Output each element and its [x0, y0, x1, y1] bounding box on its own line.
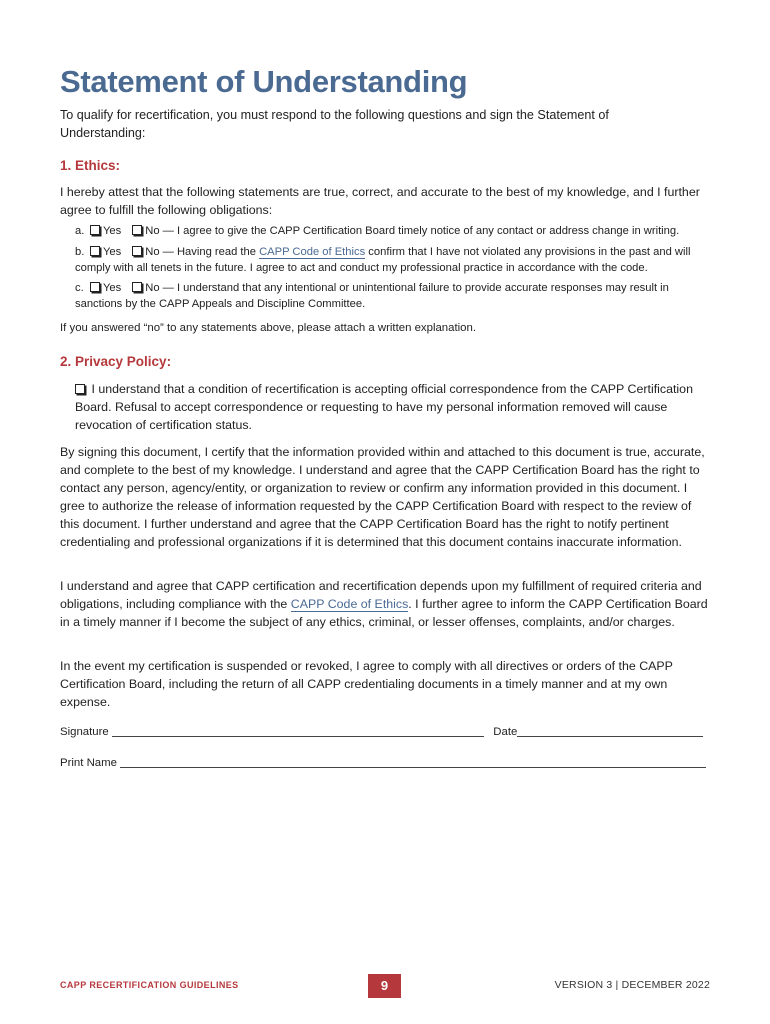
no-label: No: [145, 282, 160, 294]
privacy-item: [75, 380, 715, 434]
item-letter: a.: [75, 225, 85, 237]
yes-checkbox-a[interactable]: [90, 225, 100, 235]
no-label: No: [145, 246, 160, 258]
privacy-item-text: I understand that a condition of recertification is accepting official correspondence from the CAPP Certification Board. Refusal to accept correspondence or requesting to have my personal information removed will cause revocation of certification status.: [75, 382, 693, 432]
ethics-item-b: [75, 244, 715, 276]
intro-text: To qualify for recertification, you must respond to the following questions and sign the Statement of Understanding:: [60, 108, 609, 140]
agree-paragraph: [60, 577, 710, 631]
yes-label: Yes: [103, 246, 122, 258]
item-text: — I understand that any intentional or unintentional failure to provide accurate responses may result in sanctions by the CAPP Appeals and Discipline Committee.: [75, 282, 669, 310]
yes-label: Yes: [103, 282, 122, 294]
no-checkbox-b[interactable]: [132, 246, 142, 256]
ethics-item-c: [75, 280, 715, 312]
no-label: No: [145, 225, 160, 237]
print-name-label: Print Name: [60, 757, 117, 769]
signature-field[interactable]: [112, 726, 484, 737]
ethics-attest-text: I hereby attest that the following statements are true, correct, and accurate to the best of my knowledge, and I further agree to fulfill the following obligations:: [60, 185, 700, 217]
signature-label: Signature: [60, 726, 109, 738]
code-of-ethics-link[interactable]: CAPP Code of Ethics: [259, 246, 366, 258]
privacy-heading: 2. Privacy Policy:: [60, 354, 172, 369]
yes-checkbox-c[interactable]: [90, 282, 100, 292]
date-label: Date: [493, 726, 518, 738]
suspend-paragraph: In the event my certification is suspended or revoked, I agree to comply with all directives or orders of the CAPP Certification Board, including the return of all CAPP credentialing documents in a timely manner and at my own expense.: [60, 659, 673, 709]
item-text: — Having read the: [162, 246, 260, 258]
agree-text: I understand and agree that CAPP certification and recertification depends upon my fulfillment of required criteria and obligations, including compliance with the: [60, 579, 702, 611]
date-field[interactable]: [517, 726, 703, 737]
ethics-item-a: [75, 223, 715, 239]
no-checkbox-c[interactable]: [132, 282, 142, 292]
agree-text-cont: . I further agree to inform the CAPP Certification Board in a timely manner if I become the subject of any ethics, criminal, or lesser offenses, complaints, and/or charges.: [60, 597, 708, 629]
privacy-checkbox[interactable]: [75, 384, 85, 394]
no-checkbox-a[interactable]: [132, 225, 142, 235]
item-letter: c.: [75, 282, 84, 294]
item-text-cont: confirm that I have not violated any provisions in the past and will comply with all tenets in the future. I agree to act and conduct my professional practice in accordance with the code.: [75, 246, 691, 274]
item-letter: b.: [75, 246, 85, 258]
signing-paragraph: By signing this document, I certify that the information provided within and attached to this document is true, accurate, and complete to the best of my knowledge. I understand and agree that the CAPP Certification Board has the right to contact any person, agency/entity, or organization to review or confirm any information provided in this document. I gree to authorize the release of information requested by the CAPP Certification Board with respect to the review of this document. I further understand and agree that the CAPP Certification Board has the right to notify pertinent credentialing and professional organizations if it is determined that this document contains inaccurate information.: [60, 445, 705, 549]
footer-guidelines: CAPP RECERTIFICATION GUIDELINES: [60, 980, 239, 990]
print-name-field[interactable]: [120, 757, 706, 768]
code-of-ethics-link-2[interactable]: CAPP Code of Ethics: [290, 597, 409, 611]
print-name-row: [60, 757, 706, 769]
ethics-heading: 1. Ethics:: [60, 158, 121, 173]
ethics-note: If you answered “no” to any statements above, please attach a written explanation.: [60, 322, 477, 334]
page-number: 9: [368, 974, 401, 998]
yes-checkbox-b[interactable]: [90, 246, 100, 256]
page-title: Statement of Understanding: [60, 64, 468, 99]
yes-label: Yes: [103, 225, 122, 237]
signature-row: [60, 726, 703, 738]
footer-version: VERSION 3 | DECEMBER 2022: [554, 979, 710, 991]
item-text: — I agree to give the CAPP Certification Board timely notice of any contact or address change in writing.: [162, 225, 680, 237]
